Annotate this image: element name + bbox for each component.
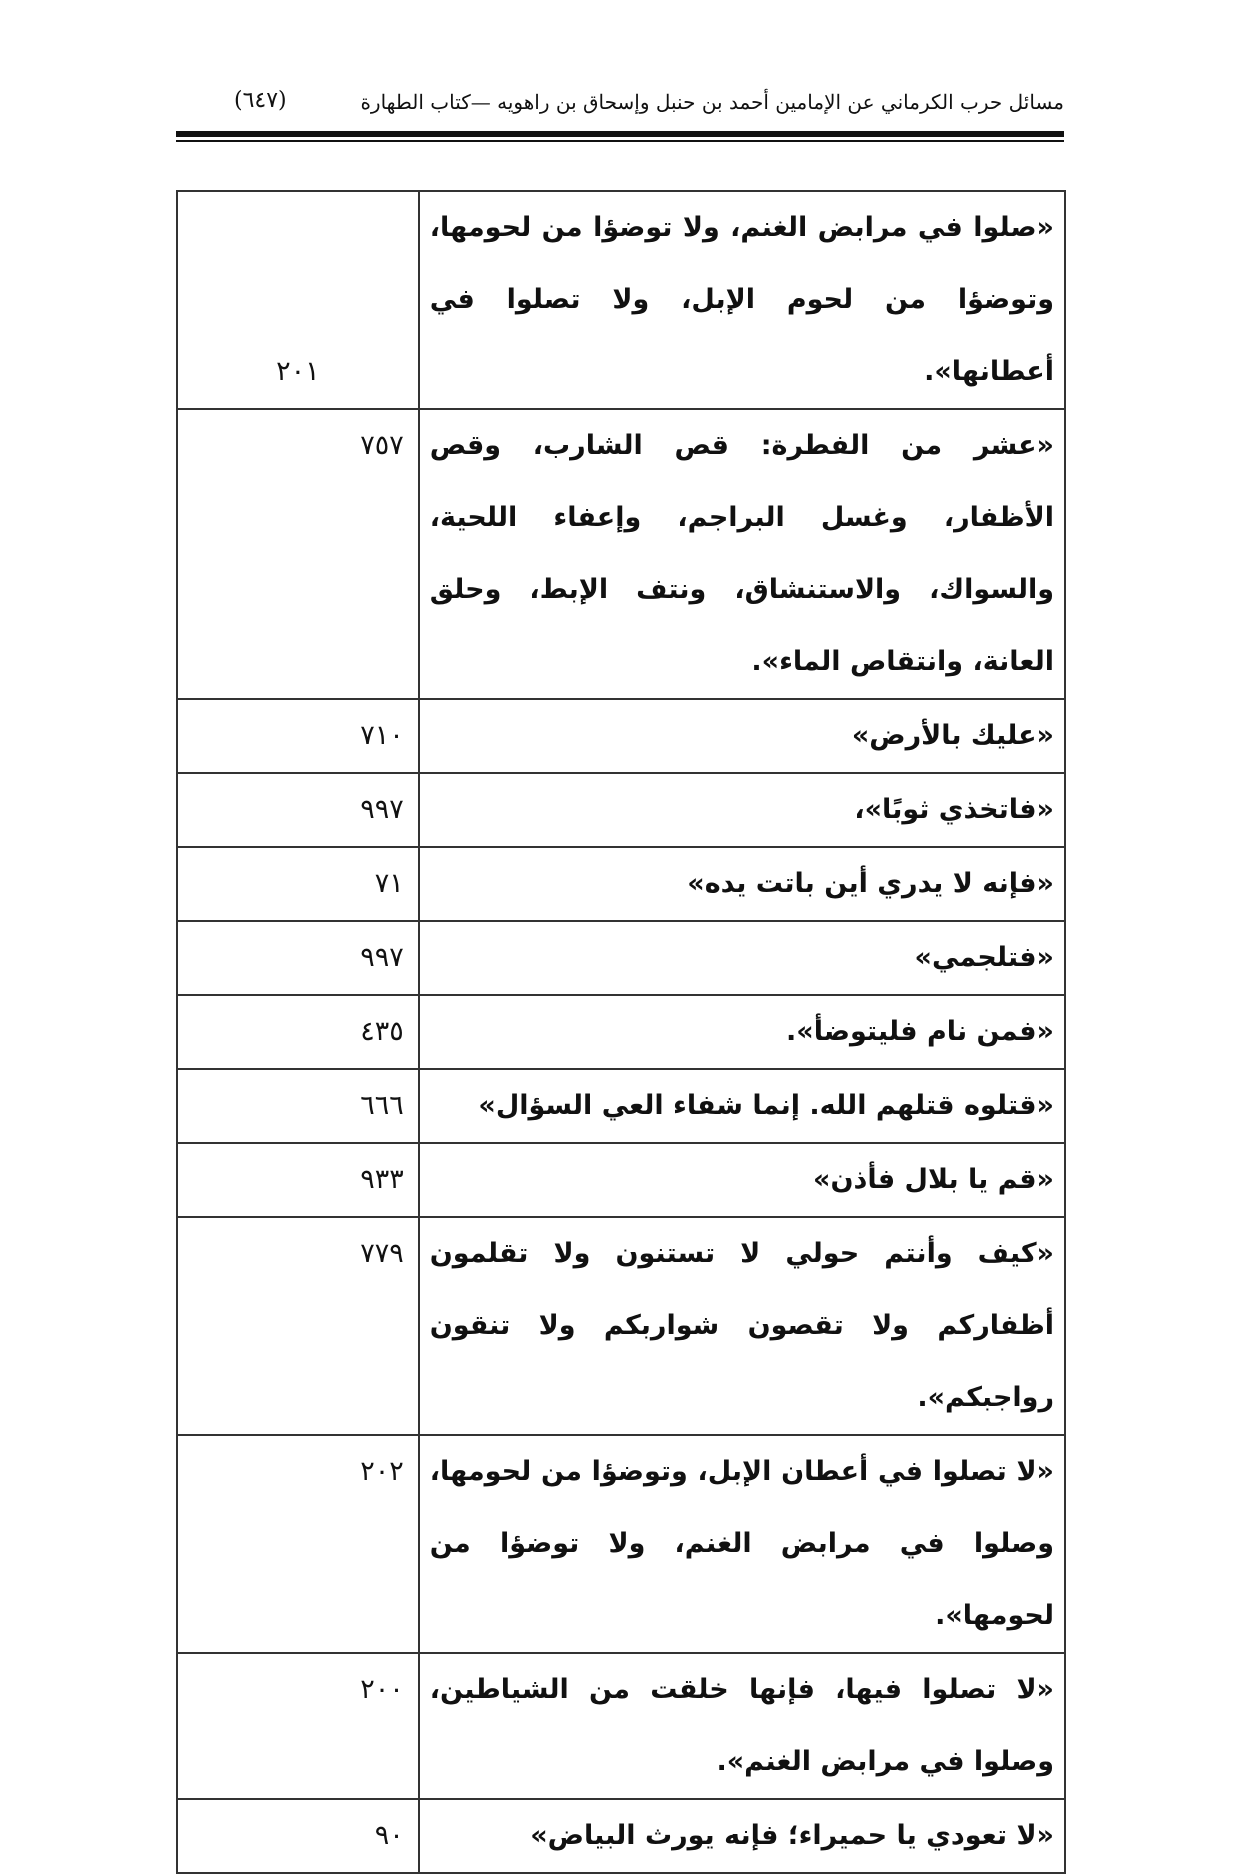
hadith-text: «صلوا في مرابض الغنم، ولا توضؤا من لحومها، وتوضؤا من لحوم الإبل، ولا تصلوا في أعطانها».: [419, 191, 1065, 409]
hadith-text: «فاتخذي ثوبًا»،: [419, 773, 1065, 847]
hadith-text: «لا تعودي يا حميراء؛ فإنه يورث البياض»: [419, 1799, 1065, 1873]
running-header: [176, 84, 1064, 120]
hadith-number: ٩٣٣: [177, 1143, 419, 1217]
hadith-text: «فمن نام فليتوضأ».: [419, 995, 1065, 1069]
hadith-text: «قتلوه قتلهم الله. إنما شفاء العي السؤال»: [419, 1069, 1065, 1143]
hadith-number: ٢٠٢: [177, 1435, 419, 1653]
hadith-text: «لا تصلوا في أعطان الإبل، وتوضؤا من لحومها، وصلوا في مرابض الغنم، ولا توضؤا من لحومها».: [419, 1435, 1065, 1653]
table-row: [177, 1653, 1065, 1799]
hadith-text: «فتلجمي»: [419, 921, 1065, 995]
header-rule-thin: [176, 140, 1064, 142]
hadith-index-table: [176, 190, 1066, 1874]
table-row: [177, 1799, 1065, 1873]
hadith-number: ٦٦٦: [177, 1069, 419, 1143]
hadith-number: ٧٥٧: [177, 409, 419, 699]
hadith-text: «قم يا بلال فأذن»: [419, 1143, 1065, 1217]
hadith-number: ٩٩٧: [177, 921, 419, 995]
table-row: [177, 995, 1065, 1069]
hadith-text: «كيف وأنتم حولي لا تستنون ولا تقلمون أظفاركم ولا تقصون شواربكم ولا تنقون رواجبكم».: [419, 1217, 1065, 1435]
hadith-number: ٩٠: [177, 1799, 419, 1873]
table-row: [177, 921, 1065, 995]
hadith-text: «لا تصلوا فيها، فإنها خلقت من الشياطين، وصلوا في مرابض الغنم».: [419, 1653, 1065, 1799]
table-row: [177, 409, 1065, 699]
header-rule-thick: [176, 131, 1064, 137]
header-title: مسائل حرب الكرماني عن الإمامين أحمد بن حنبل وإسحاق بن راهويه —كتاب الطهارة: [360, 90, 1064, 114]
hadith-number: ٤٣٥: [177, 995, 419, 1069]
page-number: (٦٤٧): [234, 88, 287, 113]
hadith-number: ٧٧٩: [177, 1217, 419, 1435]
table-row: [177, 191, 1065, 409]
hadith-number: ٢٠٠: [177, 1653, 419, 1799]
hadith-number: ٧١٠: [177, 699, 419, 773]
hadith-text: «فإنه لا يدري أين باتت يده»: [419, 847, 1065, 921]
hadith-number: ٢٠١: [177, 191, 419, 409]
table-row: [177, 847, 1065, 921]
hadith-number: ٧١: [177, 847, 419, 921]
table-row: [177, 1069, 1065, 1143]
table-row: [177, 773, 1065, 847]
table-row: [177, 1217, 1065, 1435]
hadith-number: ٩٩٧: [177, 773, 419, 847]
table-row: [177, 1143, 1065, 1217]
hadith-text: «عشر من الفطرة: قص الشارب، وقص الأظفار، وغسل البراجم، وإعفاء اللحية، والسواك، والاستنشاق، ونتف الإبط، وحلق العانة، وانتقاص الماء».: [419, 409, 1065, 699]
hadith-text: «عليك بالأرض»: [419, 699, 1065, 773]
table-row: [177, 699, 1065, 773]
table-row: [177, 1435, 1065, 1653]
